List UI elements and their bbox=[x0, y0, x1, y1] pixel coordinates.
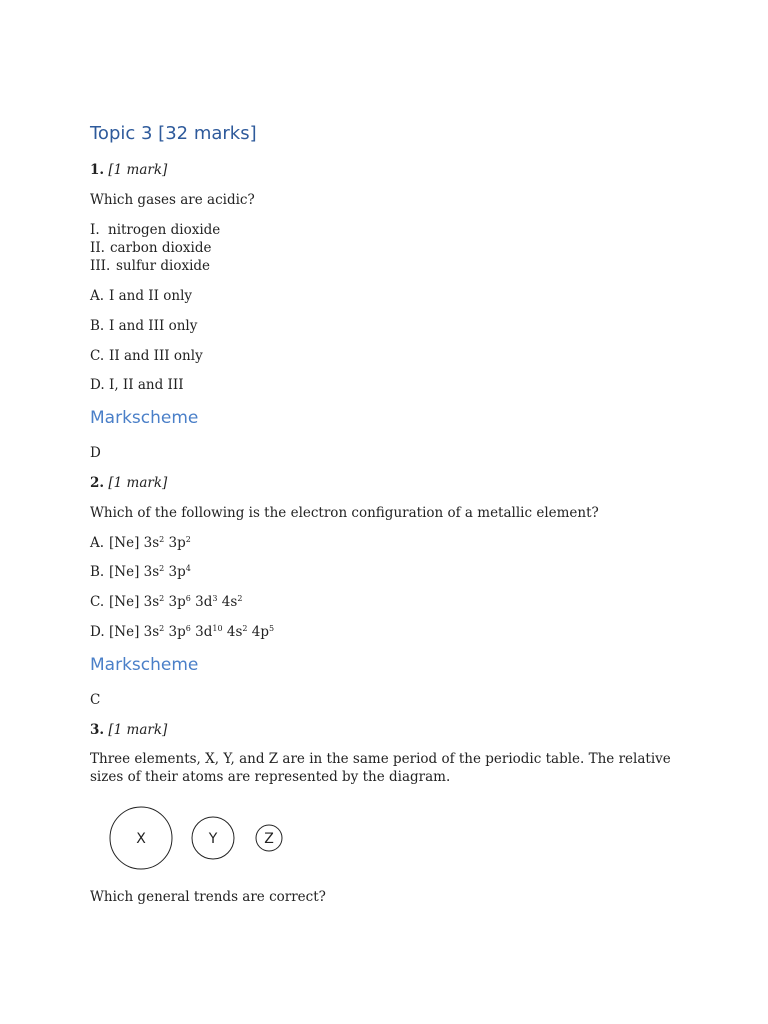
statement-text: sulfur dioxide bbox=[116, 258, 211, 274]
statement-text: carbon dioxide bbox=[110, 240, 212, 256]
answer-option-d bbox=[90, 376, 184, 394]
markscheme-answer: C bbox=[90, 692, 101, 708]
option-letter: B. bbox=[90, 318, 105, 334]
question-marks: [1 mark] bbox=[108, 162, 168, 178]
markscheme-heading: Markscheme bbox=[90, 408, 199, 428]
question-number: 1. bbox=[90, 162, 105, 178]
statement-roman: I. bbox=[90, 222, 100, 238]
answer-option-a bbox=[90, 287, 192, 305]
question-2-header bbox=[90, 474, 167, 492]
question-2-text: Which of the following is the electron configuration of a metallic element? bbox=[90, 505, 599, 521]
statement-roman: II. bbox=[90, 240, 105, 256]
answer-option-b bbox=[90, 317, 197, 335]
question-1-text: Which gases are acidic? bbox=[90, 192, 255, 208]
atom-size-diagram bbox=[106, 800, 306, 876]
question-1-header bbox=[90, 161, 167, 179]
option-letter: C. bbox=[90, 594, 105, 610]
question-marks: [1 mark] bbox=[108, 475, 168, 491]
question-3-header bbox=[90, 721, 167, 739]
question-marks: [1 mark] bbox=[108, 722, 168, 738]
option-text: I, II and III bbox=[109, 377, 184, 393]
option-text: [Ne] $3s^2$ $3p^2$ bbox=[109, 535, 191, 551]
statement-text: nitrogen dioxide bbox=[108, 222, 221, 238]
answer-option-b bbox=[90, 563, 191, 581]
answer-option-c bbox=[90, 347, 203, 365]
topic-title: Topic 3 [32 marks] bbox=[90, 123, 257, 144]
option-letter: C. bbox=[90, 348, 105, 364]
statement-item bbox=[90, 239, 211, 257]
atom-z-label: Z bbox=[264, 831, 274, 847]
option-letter: D. bbox=[90, 377, 105, 393]
option-letter: A. bbox=[90, 288, 105, 304]
atom-x-label: X bbox=[136, 831, 146, 847]
option-text: I and III only bbox=[109, 318, 198, 334]
question-number: 2. bbox=[90, 475, 105, 491]
answer-option-a bbox=[90, 534, 191, 552]
question-number: 3. bbox=[90, 722, 105, 738]
option-text: I and II only bbox=[109, 288, 193, 304]
answer-option-c bbox=[90, 593, 242, 611]
markscheme-heading: Markscheme bbox=[90, 655, 199, 675]
option-text: [Ne] $3s^2$ $3p^6$ $3d^3$ $4s^2$ bbox=[109, 594, 243, 610]
statement-item bbox=[90, 221, 220, 239]
statement-roman: III. bbox=[90, 258, 111, 274]
answer-option-d bbox=[90, 623, 274, 641]
option-letter: A. bbox=[90, 535, 105, 551]
markscheme-answer: D bbox=[90, 445, 101, 461]
atom-y-label: Y bbox=[208, 831, 218, 847]
option-text: [Ne] $3s^2$ $3p^4$ bbox=[109, 564, 191, 580]
question-3-followup: Which general trends are correct? bbox=[90, 889, 326, 905]
question-3-text: Three elements, X, Y, and Z are in the same period of the periodic table. The relative sizes of their atoms are represented by the diagram. bbox=[90, 751, 671, 785]
statement-item bbox=[90, 257, 210, 275]
option-letter: D. bbox=[90, 624, 105, 640]
option-text: [Ne] $3s^2$ $3p^6$ $3d^{10}$ $4s^2$ $4p^5$ bbox=[109, 624, 275, 640]
option-letter: B. bbox=[90, 564, 105, 580]
option-text: II and III only bbox=[109, 348, 203, 364]
